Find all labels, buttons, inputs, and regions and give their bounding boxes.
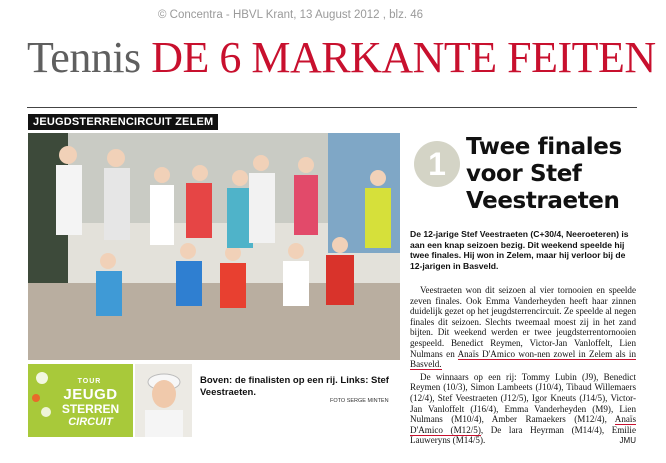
photo-caption: Boven: de finalisten op een rij. Links: Stef Veestraeten.: [200, 375, 389, 398]
headline-title: DE 6 MARKANTE FEITEN: [151, 33, 656, 82]
logo-text-sterren: STERREN: [61, 402, 120, 416]
story-title: Twee finales voor Stef Veestraeten: [466, 134, 622, 214]
source-line: © Concentra - HBVL Krant, 13 August 2012 , blz. 46: [158, 9, 424, 21]
logo-text-jeugd: JEUGD: [63, 386, 118, 403]
photo-credit: FOTO SERGE MINTEN: [330, 398, 389, 404]
highlighted-text: Anaïs D'Amico (M12/5): [410, 414, 636, 435]
body-paragraph: [410, 372, 636, 446]
logo-text-tour: TOUR: [77, 378, 102, 385]
highlighted-text: Anaïs D'Amico won-nen zowel in Zelem als in Basveld.: [410, 348, 636, 370]
headline-rule: [27, 107, 637, 108]
body-text: De winnaars op een rij: Tommy Lubin (J9), Benedict Reymen (10/3), Simon Lambeets (J10/4), Tibaud Willemaers (12/4), Stef Veestraeten (J12/5), Igor Kneuts (J14/5), Victor-Jan Vanloffelt (J16/4), Emma Vanderheyden (M9), Lien Nulmans (M10/4), Amber Ramaekers (M12/4),: [410, 371, 636, 425]
portrait-photo: [135, 364, 192, 437]
page-headline: [27, 32, 656, 84]
body-text: Veestraeten won dit seizoen al vier tornooien en speelde zeven finales. Ook Emma Vanderheyden heeft haar zinnen duidelijk gezet op het jeugdsterrencircuit. Ze speelde al negen finales dit seizoen. Slechts tweemaal moest zij in het zand bijten. Dit weekend werden er twee jeugdsterrentornooien gespeeld. Benedict Reymen, Victor-Jan Vanloffelt, Lien Nulmans en: [410, 285, 636, 359]
kicker-label: JEUGDSTERRENCIRCUIT ZELEM: [28, 114, 218, 130]
group-photo: [28, 133, 400, 360]
story-body: [410, 285, 636, 447]
author-signature: JMU: [619, 436, 636, 446]
jeugdsterren-logo: [28, 364, 133, 437]
body-paragraph: [410, 285, 636, 370]
story-intro: De 12-jarige Stef Veestraeten (C+30/4, Neeroeteren) is aan een knap seizoen bezig. Dit weekend speelde hij twee finales. Hij won in Zelem, maar hij verloor bij de 12-jarigen in Basveld.: [410, 229, 629, 271]
logo-text-circuit: CIRCUIT: [68, 416, 113, 428]
body-text: , De lara Heyrman (M14/4), Emilie Lauweryns (M14/5).: [410, 424, 636, 446]
story-number-badge: 1: [414, 141, 460, 187]
section-label: Tennis: [27, 33, 141, 82]
